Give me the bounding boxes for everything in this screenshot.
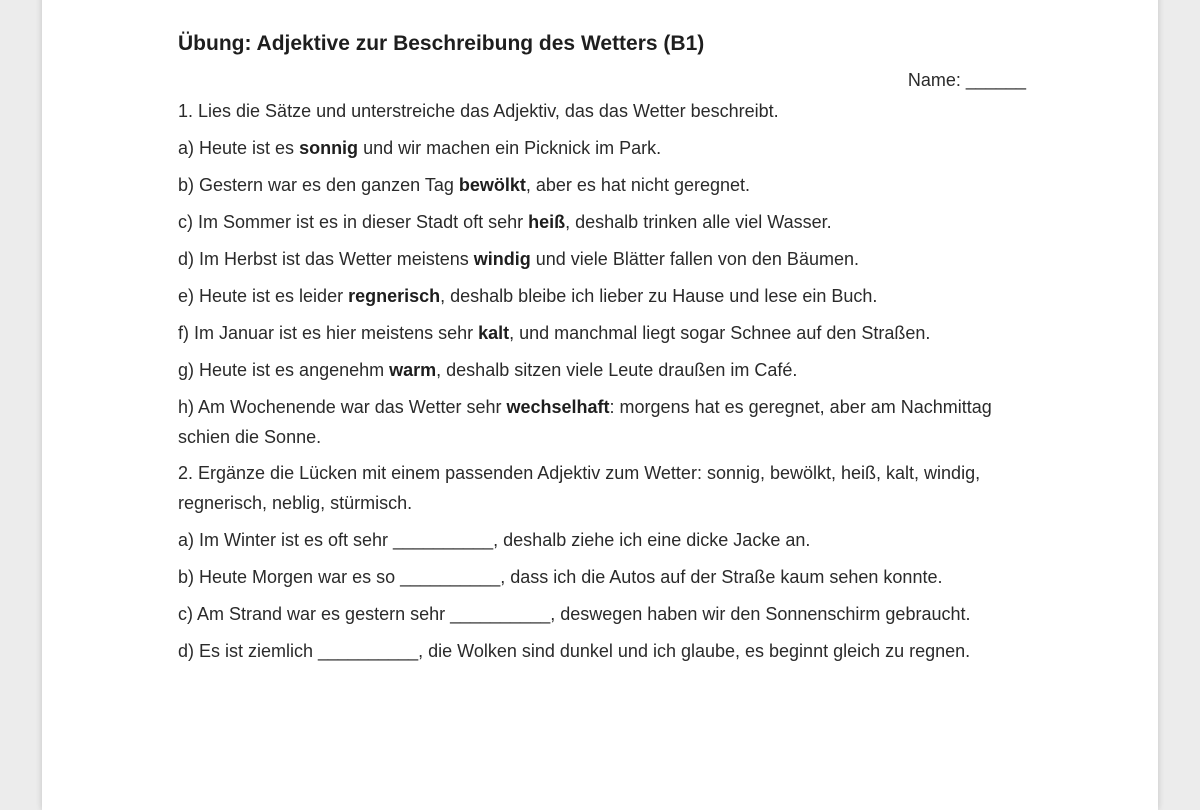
adjective: wechselhaft [506, 397, 610, 417]
section2-item-c: c) Am Strand war es gestern sehr __________, deswegen haben wir den Sonnenschirm gebraucht. [178, 604, 971, 624]
section2-item-d: d) Es ist ziemlich __________, die Wolken sind dunkel und ich glaube, es beginnt gleich zu regnen. [178, 641, 971, 661]
section1-item-h: h) Am Wochenende war das Wetter sehr wechselhaft: morgens hat es geregnet, aber am Nachmittag schien die Sonne. [178, 397, 992, 447]
section1-item-d: d) Im Herbst ist das Wetter meistens windig und viele Blätter fallen von den Bäumen. [178, 249, 859, 269]
worksheet-page [42, 0, 1158, 810]
section1-item-g: g) Heute ist es angenehm warm, deshalb sitzen viele Leute draußen im Café. [178, 360, 798, 380]
section1-item-c: c) Im Sommer ist es in dieser Stadt oft sehr heiß, deshalb trinken alle viel Wasser. [178, 212, 832, 232]
adjective: heiß [528, 212, 566, 232]
section1-item-b: b) Gestern war es den ganzen Tag bewölkt, aber es hat nicht geregnet. [178, 175, 751, 195]
adjective: bewölkt [458, 175, 526, 195]
section1-item-a: a) Heute ist es sonnig und wir machen ein Picknick im Park. [178, 138, 662, 158]
section1-instruction: 1. Lies die Sätze und unterstreiche das Adjektiv, das das Wetter beschreibt. [178, 101, 779, 121]
section2-instruction: 2. Ergänze die Lücken mit einem passenden Adjektiv zum Wetter: sonnig, bewölkt, heiß, kalt, windig, regnerisch, neblig, stürmisch. [178, 463, 981, 513]
adjective: sonnig [299, 138, 359, 158]
adjective: regnerisch [348, 286, 441, 306]
name-field-label: Name: ______ [907, 70, 1026, 90]
section2-item-a: a) Im Winter ist es oft sehr __________, deshalb ziehe ich eine dicke Jacke an. [178, 530, 811, 550]
adjective: kalt [478, 323, 510, 343]
adjective: windig [473, 249, 531, 269]
section2-item-b: b) Heute Morgen war es so __________, dass ich die Autos auf der Straße kaum sehen konnte. [178, 567, 943, 587]
worksheet-title: Übung: Adjektive zur Beschreibung des Wetters (B1) [178, 32, 705, 55]
section1-item-e: e) Heute ist es leider regnerisch, deshalb bleibe ich lieber zu Hause und lese ein Buch. [178, 286, 878, 306]
worksheet-content [178, 30, 1028, 666]
adjective: warm [389, 360, 437, 380]
section1-item-f: f) Im Januar ist es hier meistens sehr kalt, und manchmal liegt sogar Schnee auf den Straßen. [178, 323, 931, 343]
